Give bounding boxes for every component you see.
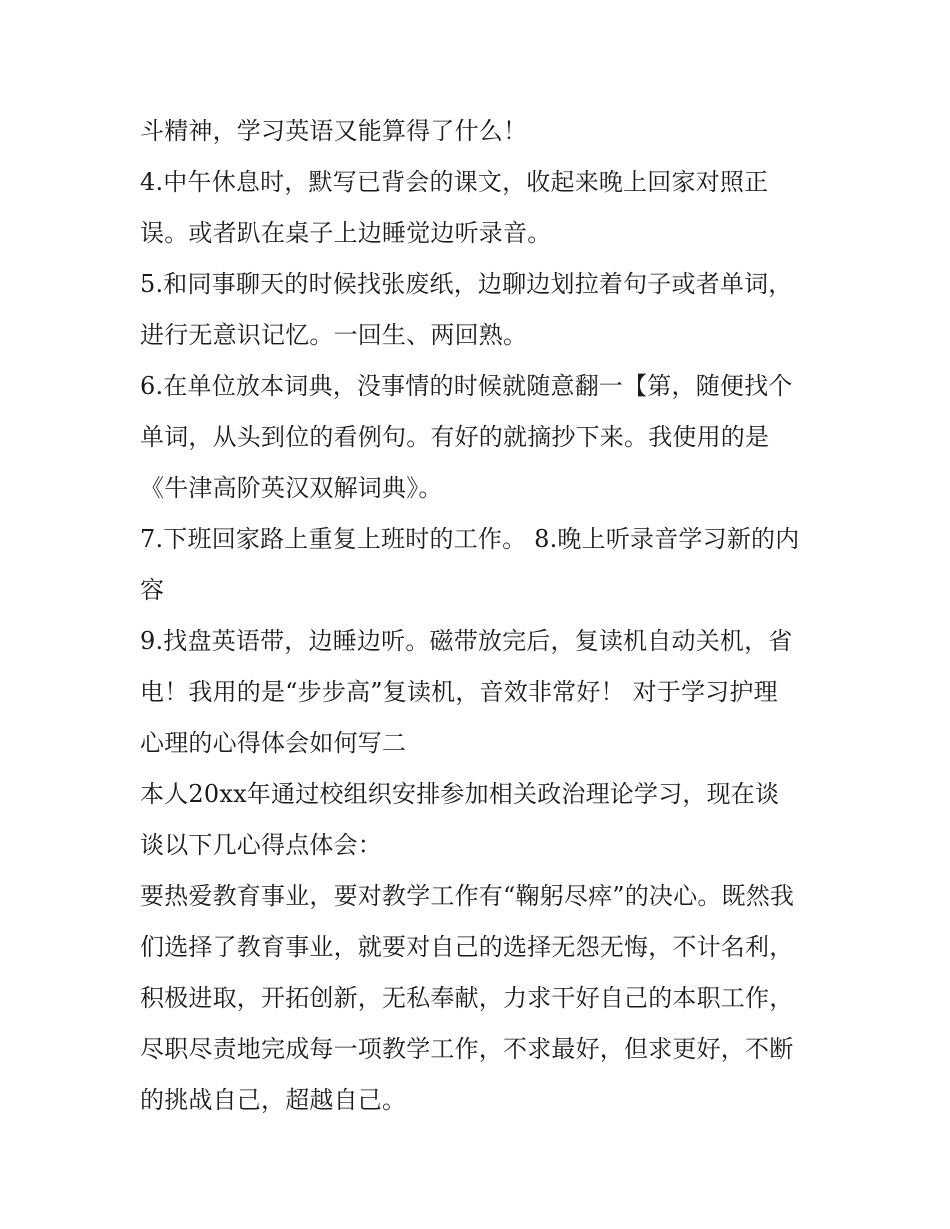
text-line: 单词，从头到位的看例句。有好的就摘抄下来。我使用的是 xyxy=(140,423,770,451)
text-line: 5.和同事聊天的时候找张废纸，边聊边划拉着句子或者单词， xyxy=(140,270,793,298)
text-line: 9.找盘英语带，边睡边听。磁带放完后，复读机自动关机，省 xyxy=(140,627,793,655)
text-line: 谈以下几心得点体会： xyxy=(140,831,382,859)
text-line: 要热爱教育事业，要对教学工作有“鞠躬尽瘁”的决心。既然我 xyxy=(140,882,795,910)
text-line: 斗精神，学习英语又能算得了什么！ xyxy=(140,117,528,145)
document-body xyxy=(140,106,820,1126)
text-line: 的挑战自己，超越自己。 xyxy=(140,1086,407,1114)
text-line: 们选择了教育事业，就要对自己的选择无怨无悔，不计名利， xyxy=(140,933,794,961)
text-line: 7.下班回家路上重复上班时的工作。 8.晚上听录音学习新的内 xyxy=(140,525,800,553)
text-line: 积极进取，开拓创新，无私奉献，力求干好自己的本职工作， xyxy=(140,984,794,1012)
text-line: 电！我用的是“步步高”复读机，音效非常好！ 对于学习护理 xyxy=(140,678,778,706)
text-line: 容 xyxy=(140,576,165,604)
text-line: 4.中午休息时，默写已背会的课文，收起来晚上回家对照正 xyxy=(140,168,769,196)
text-line: 误。或者趴在桌子上边睡觉边听录音。 xyxy=(140,219,552,247)
text-line: 本人20xx年通过校组织安排参加相关政治理论学习，现在谈 xyxy=(140,780,780,808)
text-line: 进行无意识记忆。一回生、两回熟。 xyxy=(140,321,528,349)
text-line: 心理的心得体会如何写二 xyxy=(140,729,407,757)
text-line: 《牛津高阶英汉双解词典》。 xyxy=(140,474,443,502)
text-line: 6.在单位放本词典，没事情的时候就随意翻一【第，随便找个 xyxy=(140,372,793,400)
text-line: 尽职尽责地完成每一项教学工作，不求最好，但求更好，不断 xyxy=(140,1035,794,1063)
